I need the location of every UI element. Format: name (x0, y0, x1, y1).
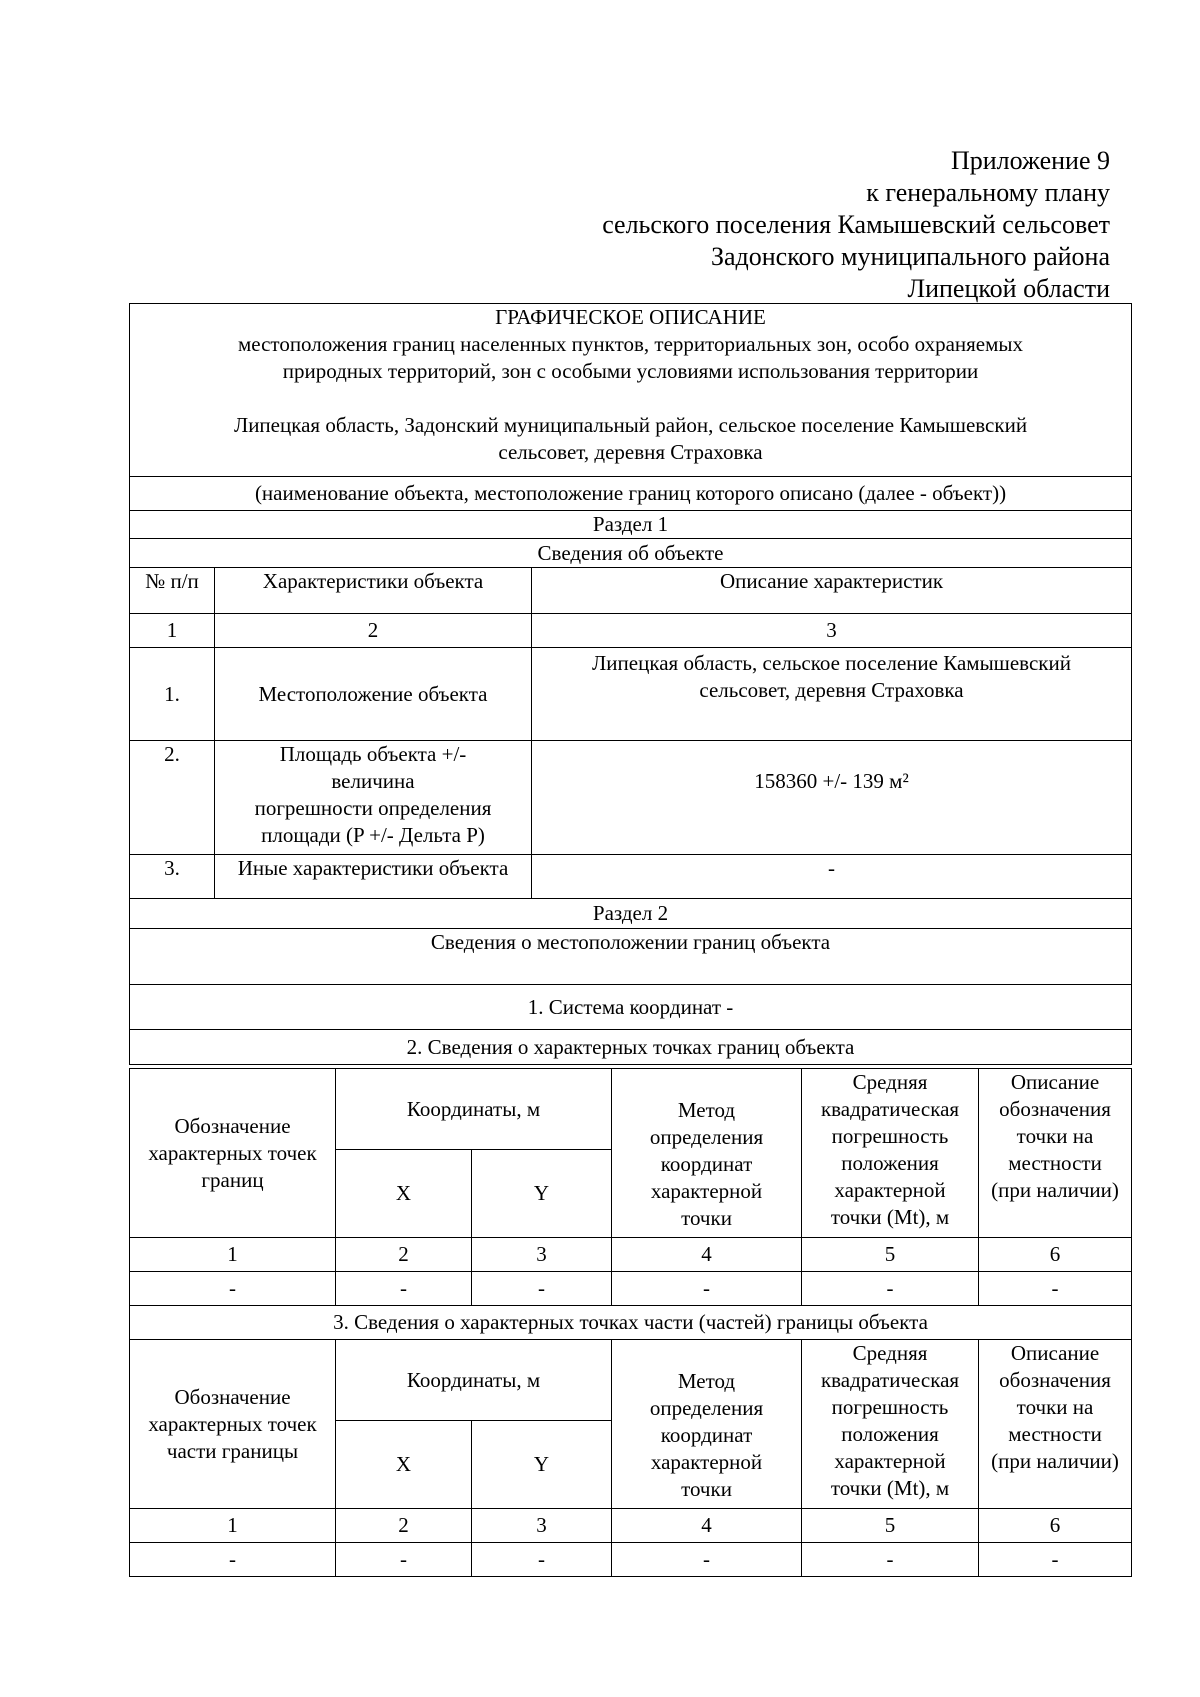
col-number: 3 (532, 614, 1132, 648)
row-num: 1. (130, 648, 215, 741)
col-coordinates: Координаты, м (336, 1069, 612, 1150)
table-row (130, 855, 1132, 899)
section-1-title: Раздел 1 (130, 511, 1132, 539)
col-number: 6 (979, 1509, 1132, 1543)
col-number: 1 (130, 1238, 336, 1272)
table-row: - - - - - - (130, 1272, 1132, 1306)
col-designation-parts: Обозначение характерных точек части границы (130, 1340, 336, 1509)
object-place-line-1: Липецкая область, Задонский муниципальный район, сельское поселение Камышевский (233, 413, 1028, 437)
area-label-line-3: погрешности определения (254, 796, 492, 820)
boundary-points-table (129, 1068, 1132, 1577)
section-1-col-numbers (130, 614, 1132, 648)
col-designation-line-3: границ (201, 1167, 264, 1192)
area-label-line-1: Площадь объекта +/- (279, 742, 467, 766)
col-description: Описание обозначения точки на местности (при наличии) (979, 1069, 1132, 1238)
header-line-4: Задонского муниципального района (710, 242, 1110, 271)
table-row (130, 648, 1132, 741)
row-value (532, 648, 1132, 741)
section-2-title: Раздел 2 (130, 899, 1132, 929)
header-line-2: к генеральному плану (866, 178, 1110, 207)
location-value-line-1: Липецкая область, сельское поселение Камышевский (592, 651, 1071, 675)
col-x: X (336, 1421, 472, 1509)
col-x: X (336, 1150, 472, 1238)
col-error: Средняя квадратическая погрешность положения характерной точки (Mt), м (802, 1340, 979, 1509)
header-line-1: Приложение 9 (950, 146, 1110, 175)
coordinate-system: 1. Система координат - (130, 985, 1132, 1030)
col-description: Описание обозначения точки на местности (при наличии) (979, 1340, 1132, 1509)
area-value: 158360 +/- 139 м² (754, 769, 909, 793)
col-method: Метод определения координат характерной точки (612, 1069, 802, 1238)
col-coordinates: Координаты, м (336, 1340, 612, 1421)
col-number: 6 (979, 1238, 1132, 1272)
col-error: Средняя квадратическая погрешность положения характерной точки (Mt), м (802, 1069, 979, 1238)
section-1-subtitle: Сведения об объекте (130, 539, 1132, 568)
col-designation-line-2: характерных точек (148, 1140, 317, 1165)
col-number: 5 (802, 1238, 979, 1272)
part-points-title: 3. Сведения о характерных точках части (частей) границы объекта (130, 1306, 1132, 1340)
table-row: - - - - - - (130, 1543, 1132, 1577)
col-number: 3 (472, 1509, 612, 1543)
title-line-2: природных территорий, зон с особыми условиями использования территории (282, 359, 979, 383)
col-numbers-row (130, 1509, 1132, 1543)
row-num: 3. (130, 855, 215, 899)
area-label-line-4: площади (P +/- Дельта P) (261, 823, 485, 847)
section-2-subtitle: Сведения о местоположении границ объекта (130, 929, 1132, 985)
title-line-1: местоположения границ населенных пунктов, территориальных зон, особо охраняемых (237, 332, 1024, 356)
col-header-num: № п/п (130, 568, 215, 614)
object-place-line-2: сельсовет, деревня Страховка (498, 440, 763, 464)
col-designation-line-1: Обозначение (174, 1113, 291, 1138)
header-line-3: сельского поселения Камышевский сельсовет (602, 210, 1110, 239)
row-characteristic: Местоположение объекта (215, 648, 532, 741)
document-title: ГРАФИЧЕСКОЕ ОПИСАНИЕ (495, 305, 766, 329)
col-numbers-row (130, 1238, 1132, 1272)
row-value: - (532, 855, 1132, 899)
col-header-description: Описание характеристик (532, 568, 1132, 614)
col-number: 4 (612, 1509, 802, 1543)
col-number: 1 (130, 614, 215, 648)
table-row (130, 741, 1132, 855)
header-line-5: Липецкой области (907, 274, 1110, 303)
location-value-line-2: сельсовет, деревня Страховка (699, 678, 964, 702)
boundary-points-title: 2. Сведения о характерных точках границ объекта (130, 1030, 1132, 1065)
col-method: Метод определения координат характерной точки (612, 1340, 802, 1509)
area-label-line-2: величина (331, 769, 415, 793)
col-number: 1 (130, 1509, 336, 1543)
col-y: Y (472, 1421, 612, 1509)
title-block (130, 304, 1132, 477)
col-number: 2 (336, 1238, 472, 1272)
col-number: 5 (802, 1509, 979, 1543)
col-number: 2 (336, 1509, 472, 1543)
row-num: 2. (130, 741, 215, 855)
row-characteristic (215, 741, 532, 855)
graphic-description-table (129, 303, 1132, 1065)
col-y: Y (472, 1150, 612, 1238)
col-number: 4 (612, 1238, 802, 1272)
section-1-header-row (130, 568, 1132, 614)
col-header-characteristics: Характеристики объекта (215, 568, 532, 614)
col-designation (130, 1069, 336, 1238)
row-characteristic: Иные характеристики объекта (215, 855, 532, 899)
col-number: 2 (215, 614, 532, 648)
col-number: 3 (472, 1238, 612, 1272)
object-caption: (наименование объекта, местоположение границ которого описано (далее - объект)) (130, 477, 1132, 511)
